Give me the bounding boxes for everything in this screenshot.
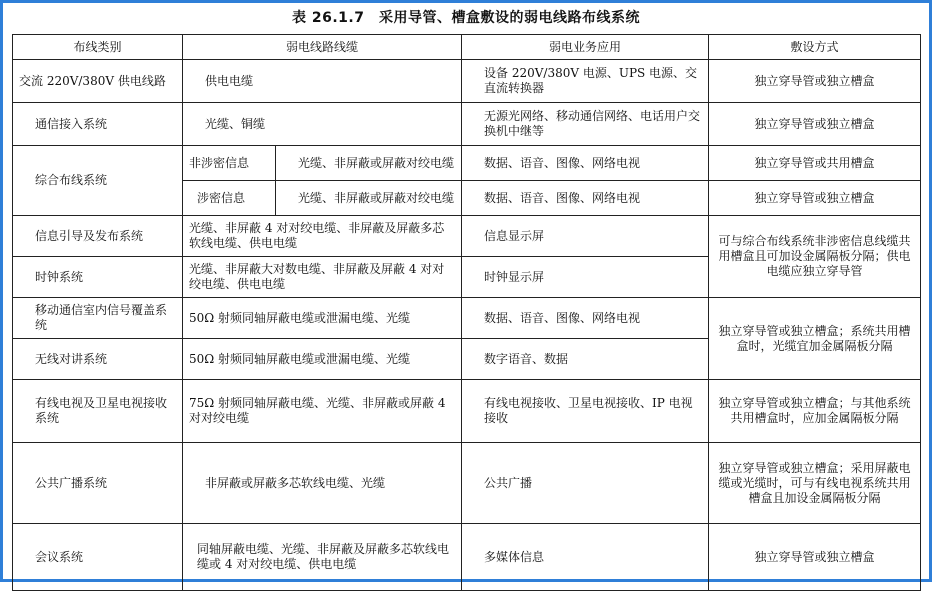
row-application: 设备 220V/380V 电源、UPS 电源、交直流转换器 <box>462 60 709 103</box>
row-cable: 50Ω 射频同轴屏蔽电缆或泄漏电缆、光缆 <box>183 339 462 380</box>
row-category: 交流 220V/380V 供电线路 <box>13 60 183 103</box>
table-title: 表 26.1.7 采用导管、槽盒敷设的弱电线路布线系统 <box>292 10 640 26</box>
row-category: 移动通信室内信号覆盖系统 <box>13 298 183 339</box>
row-application: 数据、语音、图像、网络电视 <box>462 181 709 216</box>
header-row <box>13 35 921 60</box>
row-cable: 同轴屏蔽电缆、光缆、非屏蔽及屏蔽多芯软线电缆或 4 对对绞电缆、供电电缆 <box>183 524 462 591</box>
row-category: 综合布线系统 <box>13 146 183 216</box>
row-cable: 50Ω 射频同轴屏蔽电缆或泄漏电缆、光缆 <box>183 298 462 339</box>
row-cable: 供电电缆 <box>183 60 462 103</box>
header-method: 敷设方式 <box>709 35 921 60</box>
row-application: 数据、语音、图像、网络电视 <box>462 298 709 339</box>
row-cable: 非屏蔽或屏蔽多芯软线电缆、光缆 <box>183 443 462 524</box>
row-application: 无源光网络、移动通信网络、电话用户交换机中继等 <box>462 103 709 146</box>
row-application: 信息显示屏 <box>462 216 709 257</box>
row-method: 独立穿导管或独立槽盒；采用屏蔽电缆或光缆时，可与有线电视系统共用槽盒且加设金属隔板分隔 <box>709 443 921 524</box>
row-method: 独立穿导管或独立槽盒 <box>709 181 921 216</box>
row-application: 数字语音、数据 <box>462 339 709 380</box>
table-row <box>13 524 921 591</box>
row-application: 有线电视接收、卫星电视接收、IP 电视接收 <box>462 380 709 443</box>
row-subcategory: 非涉密信息 <box>183 146 276 181</box>
table-row <box>13 443 921 524</box>
row-category: 有线电视及卫星电视接收系统 <box>13 380 183 443</box>
row-method: 独立穿导管或独立槽盒 <box>709 60 921 103</box>
row-method: 独立穿导管或独立槽盒；与其他系统共用槽盒时，应加金属隔板分隔 <box>709 380 921 443</box>
row-method: 独立穿导管或共用槽盒 <box>709 146 921 181</box>
row-method: 独立穿导管或独立槽盒；系统共用槽盒时，光缆宜加金属隔板分隔 <box>709 298 921 380</box>
row-subcategory: 涉密信息 <box>183 181 276 216</box>
row-cable: 光缆、非屏蔽 4 对对绞电缆、非屏蔽及屏蔽多芯软线电缆、供电电缆 <box>183 216 462 257</box>
row-method: 独立穿导管或独立槽盒 <box>709 103 921 146</box>
table-row <box>13 146 921 181</box>
row-method: 独立穿导管或独立槽盒 <box>709 524 921 591</box>
row-category: 会议系统 <box>13 524 183 591</box>
header-application: 弱电业务应用 <box>462 35 709 60</box>
wiring-table <box>12 34 921 591</box>
row-cable: 光缆、非屏蔽或屏蔽对绞电缆 <box>276 146 462 181</box>
header-cable: 弱电线路线缆 <box>183 35 462 60</box>
header-category: 布线类别 <box>13 35 183 60</box>
row-application: 多媒体信息 <box>462 524 709 591</box>
row-cable: 光缆、非屏蔽大对数电缆、非屏蔽及屏蔽 4 对对绞电缆、供电电缆 <box>183 257 462 298</box>
row-cable: 75Ω 射频同轴屏蔽电缆、光缆、非屏蔽或屏蔽 4 对对绞电缆 <box>183 380 462 443</box>
row-application: 公共广播 <box>462 443 709 524</box>
row-category: 公共广播系统 <box>13 443 183 524</box>
table-row <box>13 60 921 103</box>
row-category: 时钟系统 <box>13 257 183 298</box>
row-category: 信息引导及发布系统 <box>13 216 183 257</box>
table-row <box>13 380 921 443</box>
row-method: 可与综合布线系统非涉密信息线缆共用槽盒且可加设金属隔板分隔；供电电缆应独立穿导管 <box>709 216 921 298</box>
table-row <box>13 103 921 146</box>
row-category: 通信接入系统 <box>13 103 183 146</box>
table-row <box>13 216 921 257</box>
row-cable: 光缆、非屏蔽或屏蔽对绞电缆 <box>276 181 462 216</box>
table-row <box>13 298 921 339</box>
row-application: 时钟显示屏 <box>462 257 709 298</box>
row-cable: 光缆、铜缆 <box>183 103 462 146</box>
row-application: 数据、语音、图像、网络电视 <box>462 146 709 181</box>
row-category: 无线对讲系统 <box>13 339 183 380</box>
